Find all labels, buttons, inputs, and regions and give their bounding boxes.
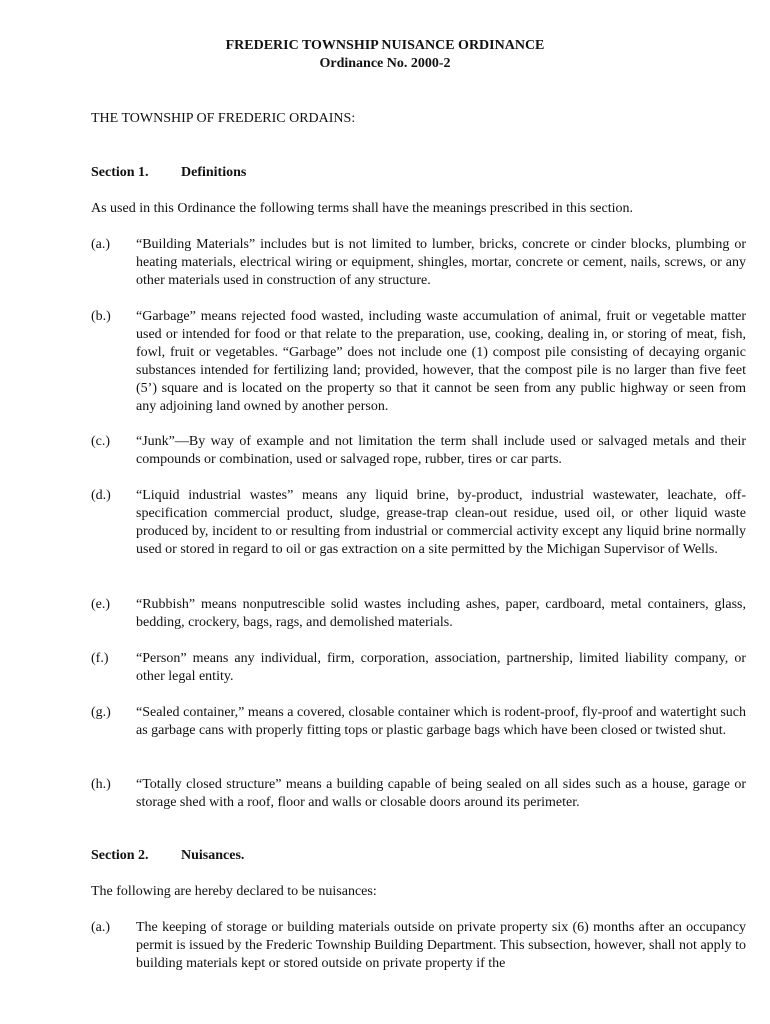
item-text: “Building Materials” includes but is not limited to lumber, bricks, concrete or cinder blocks, plumbing or heating materials, electrical wiring or equipment, shingles, mortar, concrete or cement, nails, screws, or any other materials used in construction of any structure. (136, 237, 746, 288)
item-text: “Rubbish” means nonputrescible solid wastes including ashes, paper, cardboard, metal containers, glass, bedding, crockery, bags, rags, and demolished materials. (136, 597, 746, 630)
ordinance-number: Ordinance No. 2000-2 (319, 56, 451, 71)
item-text: “Liquid industrial wastes” means any liquid brine, by-product, industrial wastewater, leachate, off-specification commercial product, sludge, grease-trap clean-out residue, used oil, or other liquid waste produced by, incident to or resulting from industrial or commercial activity except any liquid brine normally used or stored in regard to oil or gas extraction on a site permitted by the Michigan Supervisor of Wells. (136, 488, 746, 557)
item-label: (d.) (91, 488, 111, 503)
item-text: “Garbage” means rejected food wasted, including waste accumulation of animal, fruit or vegetable matter used or intended for food or that relate to the preparation, use, cooking, dealing in, or storing of meat, fish, fowl, fruit or vegetables. “Garbage” does not include one (1) compost pile consisting of decaying organic substances intended for fertilizing land; provided, however, that the compost pile is no larger than five feet (5’) square and is located on the property so that it cannot be seen from any public highway or seen from any adjoining land owned by another person. (136, 309, 746, 414)
item-label: (e.) (91, 597, 111, 612)
section-number: Section 2. (91, 848, 149, 863)
section-1-heading (91, 164, 246, 182)
item-text: “Totally closed structure” means a building capable of being sealed on all sides such as a house, garage or storage shed with a roof, floor and walls or closable doors around its perimeter. (136, 777, 746, 810)
item-text: “Junk”—By way of example and not limitation the term shall include used or salvaged metals and their compounds or combination, used or salvaged rope, rubber, tires or car parts. (136, 434, 746, 467)
item-label: (b.) (91, 309, 111, 324)
preamble: THE TOWNSHIP OF FREDERIC ORDAINS: (91, 111, 356, 126)
section-1-intro: As used in this Ordinance the following terms shall have the meanings prescribed in this section. (91, 201, 633, 216)
item-label: (a.) (91, 237, 111, 252)
item-label: (a.) (91, 920, 111, 935)
section-number: Section 1. (91, 165, 149, 180)
section-title: Definitions (181, 165, 247, 180)
item-label: (g.) (91, 705, 111, 720)
item-text: “Person” means any individual, firm, corporation, association, partnership, limited liability company, or other legal entity. (136, 651, 746, 684)
section-2-intro: The following are hereby declared to be nuisances: (91, 884, 377, 899)
section-2-heading (91, 847, 244, 865)
item-text: The keeping of storage or building materials outside on private property six (6) months after an occupancy permit is issued by the Frederic Township Building Department. This subsection, however, shall not apply to building materials kept or stored outside on private property if the (136, 920, 746, 971)
section-title: Nuisances. (181, 848, 245, 863)
item-text: “Sealed container,” means a covered, closable container which is rodent-proof, fly-proof and watertight such as garbage cans with properly fitting tops or plastic garbage bags which have been closed or twisted shut. (136, 705, 746, 738)
item-label: (f.) (91, 651, 109, 666)
item-label: (c.) (91, 434, 111, 449)
ordinance-title: FREDERIC TOWNSHIP NUISANCE ORDINANCE (225, 38, 545, 53)
item-label: (h.) (91, 777, 111, 792)
